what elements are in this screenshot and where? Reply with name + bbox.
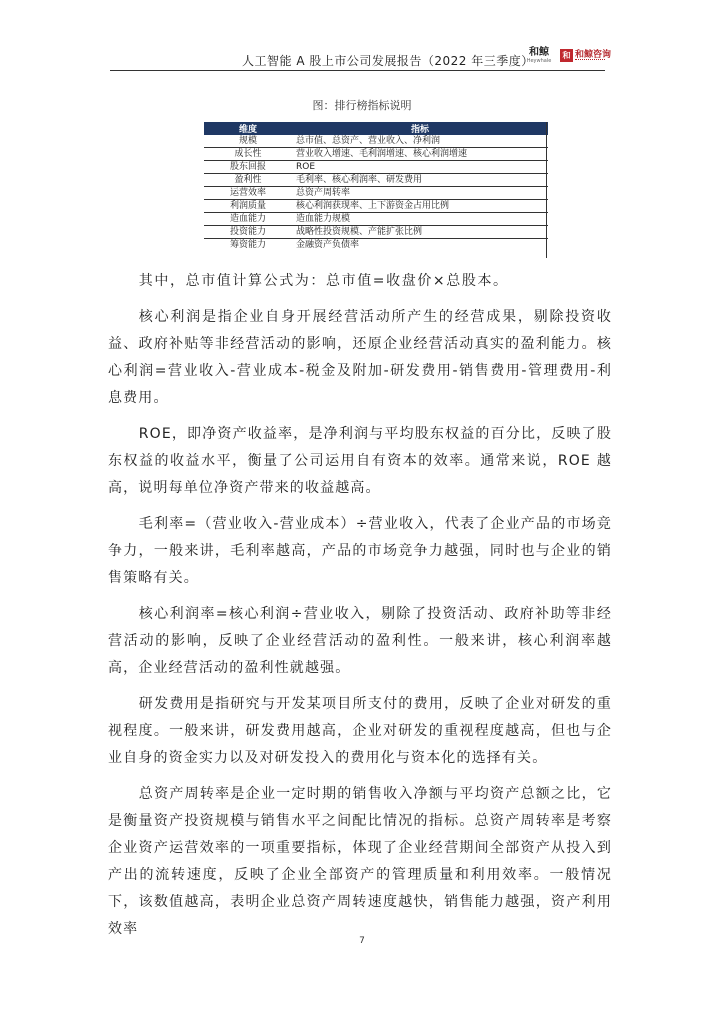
indicators-cell: ROE: [292, 161, 548, 174]
table-row: [204, 200, 548, 213]
consulting-brand: 和鲸咨询: [575, 50, 612, 60]
table-right-border: [546, 122, 547, 258]
dimension-cell: 造血能力: [204, 213, 292, 226]
brand-underline: [575, 59, 605, 62]
dimension-cell: 运营效率: [204, 187, 292, 200]
dimension-cell: 股东回报: [204, 161, 292, 174]
page-header: [110, 44, 612, 71]
table-row: [204, 239, 548, 252]
column-header-dimension: 维度: [204, 122, 292, 135]
paragraph: 其中，总市值计算公式为：总市值=收盘价×总股本。: [138, 273, 509, 289]
indicators-cell: 总市值、总资产、营业收入、净利润: [292, 135, 548, 148]
body-text: [108, 268, 612, 943]
dimension-cell: 盈利性: [204, 174, 292, 187]
table-header-row: [204, 122, 548, 135]
page-number: 7: [359, 936, 365, 946]
table-row: [204, 161, 548, 174]
indicators-cell: 核心利润获现率、上下游资金占用比例: [292, 200, 548, 213]
dimension-cell: 筹资能力: [229, 239, 266, 250]
paragraph: 毛利率=（营业收入-营业成本）÷营业收入，代表了企业产品的市场竞争力，一般来讲，毛利率越高，产品的市场竞争力越强，同时也与企业的销售策略有关。: [108, 516, 612, 586]
table-row: [204, 135, 548, 148]
paragraph: 研发费用是指研究与开发某项目所支付的费用，反映了企业对研发的重视程度。一般来讲，研发费用越高，企业对研发的重视程度越高，但也与企业自身的资金实力以及对研发投入的费用化与资本化的选择有关。: [108, 696, 612, 766]
paragraph: 核心利润是指企业自身开展经营活动所产生的经营成果，剔除投资收益、政府补贴等非经营活动的影响，还原企业经营活动真实的盈利能力。核心利润=营业收入-营业成本-税金及附加-研发费用-销售费用-管理费用-利息费用。: [108, 309, 612, 406]
indicators-cell: 战略性投资规模、产能扩张比例: [292, 226, 548, 239]
table-row: [204, 174, 548, 187]
table-row: [204, 148, 548, 161]
indicators-cell: 毛利率、核心利润率、研发费用: [292, 174, 548, 187]
dimension-cell: 投资能力: [204, 226, 292, 239]
heywhale-consulting-logo: [560, 46, 612, 68]
dimension-cell: 规模: [204, 135, 292, 148]
figure-caption: 图：排行榜指标说明: [312, 99, 412, 112]
indicators-cell: 总资产周转率: [292, 187, 548, 200]
paragraph: ROE，即净资产收益率，是净利润与平均股东权益的百分比，反映了股东权益的收益水平，衡量了公司运用自有资本的效率。通常来说，ROE 越高，说明每单位净资产带来的收益越高。: [108, 426, 612, 496]
heywhale-logo: [522, 47, 556, 67]
table-row: [204, 213, 548, 226]
table-row: [204, 187, 548, 200]
indicators-cell: 金融资产负债率: [296, 239, 360, 250]
indicators-cell: 造血能力规模: [292, 213, 548, 226]
heywhale-logo-sub: Heywhale: [526, 58, 552, 64]
paragraph: 总资产周转率是企业一定时期的销售收入净额与平均资产总额之比，它是衡量资产投资规模与销售水平之间配比情况的指标。总资产周转率是考察企业资产运营效率的一项重要指标，体现了企业经营期间全部资产从投入到产出的流转速度，反映了企业全部资产的管理质量和利用效率。一般情况下，该数值越高，表明企业总资产周转速度越快，销售能力越强，资产利用效率: [108, 786, 612, 937]
heywhale-logo-mark: 和鲸: [529, 47, 549, 58]
indicators-cell: 营业收入增速、毛利润增速、核心利润增速: [292, 148, 548, 161]
column-header-indicators: 指标: [292, 122, 548, 135]
dimension-cell: 利润质量: [204, 200, 292, 213]
table-row: [204, 226, 548, 239]
dimension-cell: 成长性: [204, 148, 292, 161]
indicator-table: [204, 122, 548, 251]
indicator-table-container: [204, 122, 548, 251]
paragraph: 核心利润率=核心利润÷营业收入，剔除了投资活动、政府补助等非经营活动的影响，反映了企业经营活动的盈利性。一般来讲，核心利润率越高，企业经营活动的盈利性就越强。: [108, 606, 612, 676]
report-title: 人工智能 A 股上市公司发展报告（2022 年三季度）: [242, 54, 534, 68]
seal-icon: 和: [560, 49, 573, 62]
